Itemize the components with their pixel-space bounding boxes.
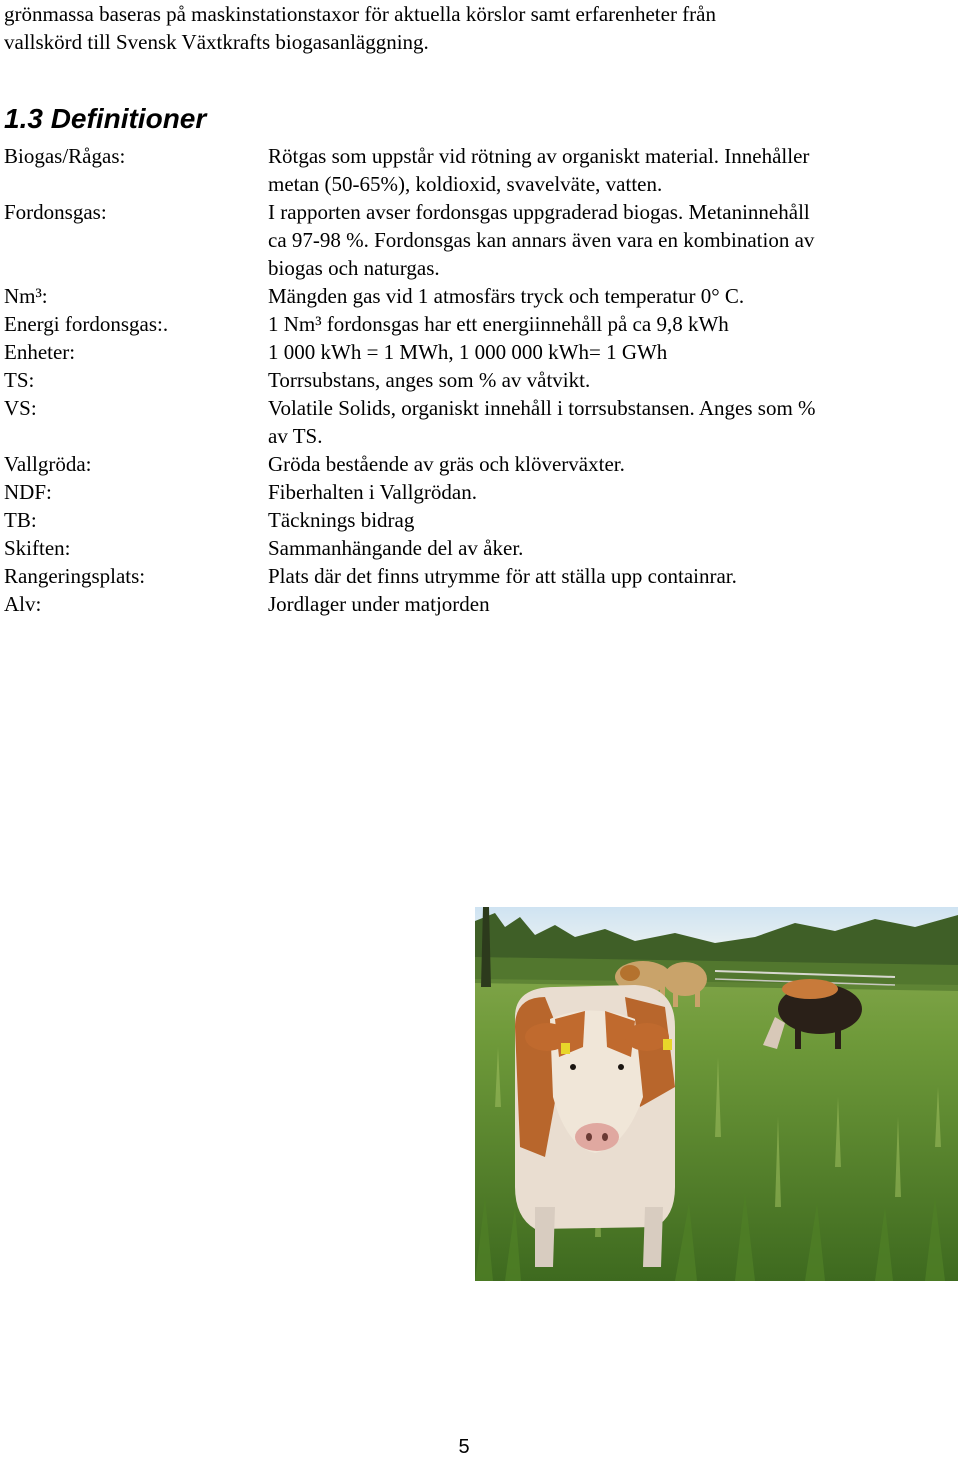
definition-line: av TS. [268, 424, 323, 448]
definition-description [268, 450, 954, 478]
definition-description [268, 142, 954, 198]
definition-line: Täcknings bidrag [268, 508, 415, 532]
definition-description [268, 478, 954, 506]
definition-line: Jordlager under matjorden [268, 592, 490, 616]
definition-term: Biogas/Rågas: [4, 144, 126, 168]
definition-term: Fordonsgas: [4, 200, 107, 224]
definition-description [268, 506, 954, 534]
definition-line: I rapporten avser fordonsgas uppgraderad biogas. Metaninnehåll [268, 200, 810, 224]
definition-term: TS: [4, 368, 35, 392]
definitions-list [4, 142, 954, 618]
definition-row [4, 506, 954, 534]
definition-line: Sammanhängande del av åker. [268, 536, 524, 560]
page-number: 5 [458, 1436, 470, 1458]
definition-description [268, 310, 954, 338]
definition-row [4, 394, 954, 450]
definition-line: Plats där det finns utrymme för att ställa upp containrar. [268, 564, 737, 588]
definition-line: Torrsubstans, anges som % av våtvikt. [268, 368, 591, 392]
definition-row [4, 450, 954, 478]
definition-term: Energi fordonsgas:. [4, 312, 169, 336]
definition-row [4, 282, 954, 310]
definition-description [268, 534, 954, 562]
intro-line: grönmassa baseras på maskinstationstaxor för aktuella körslor samt erfarenheter från [4, 2, 716, 26]
definition-row [4, 562, 954, 590]
definition-term: TB: [4, 508, 37, 532]
definition-line: Mängden gas vid 1 atmosfärs tryck och temperatur 0° C. [268, 284, 745, 308]
definition-line: ca 97-98 %. Fordonsgas kan annars även vara en kombination av [268, 228, 815, 252]
section-heading: 1.3 Definitioner [4, 103, 207, 134]
definition-row [4, 142, 954, 198]
definition-row [4, 478, 954, 506]
definition-description [268, 338, 954, 366]
definition-row [4, 590, 954, 618]
definition-term: Skiften: [4, 536, 71, 560]
definition-description [268, 366, 954, 394]
definition-row [4, 198, 954, 282]
definition-row [4, 338, 954, 366]
definition-term: VS: [4, 396, 37, 420]
definition-term: Nm³: [4, 284, 48, 308]
definition-term: Enheter: [4, 340, 76, 364]
intro-line: vallskörd till Svensk Växtkrafts biogasanläggning. [4, 30, 429, 54]
definition-line: metan (50-65%), koldioxid, svavelväte, vatten. [268, 172, 663, 196]
definition-description [268, 282, 954, 310]
definition-description [268, 198, 954, 282]
definition-line: Volatile Solids, organiskt innehåll i torrsubstansen. Anges som % [268, 396, 816, 420]
definition-line: 1 Nm³ fordonsgas har ett energiinnehåll på ca 9,8 kWh [268, 312, 729, 336]
definition-line: Rötgas som uppstår vid rötning av organiskt material. Innehåller [268, 144, 810, 168]
definition-description [268, 394, 954, 450]
definition-line: Gröda bestående av gräs och klöverväxter. [268, 452, 625, 476]
definition-term: NDF: [4, 480, 52, 504]
definition-line: Fiberhalten i Vallgrödan. [268, 480, 477, 504]
definition-description [268, 562, 954, 590]
definition-line: biogas och naturgas. [268, 256, 440, 280]
definition-row [4, 534, 954, 562]
definition-line: 1 000 kWh = 1 MWh, 1 000 000 kWh= 1 GWh [268, 340, 668, 364]
definition-term: Rangeringsplats: [4, 564, 146, 588]
definition-row [4, 366, 954, 394]
definition-term: Alv: [4, 592, 42, 616]
definition-description [268, 590, 954, 618]
definition-term: Vallgröda: [4, 452, 92, 476]
intro-paragraph [4, 0, 944, 56]
cow-pasture-photo [475, 907, 958, 1281]
definition-row [4, 310, 954, 338]
